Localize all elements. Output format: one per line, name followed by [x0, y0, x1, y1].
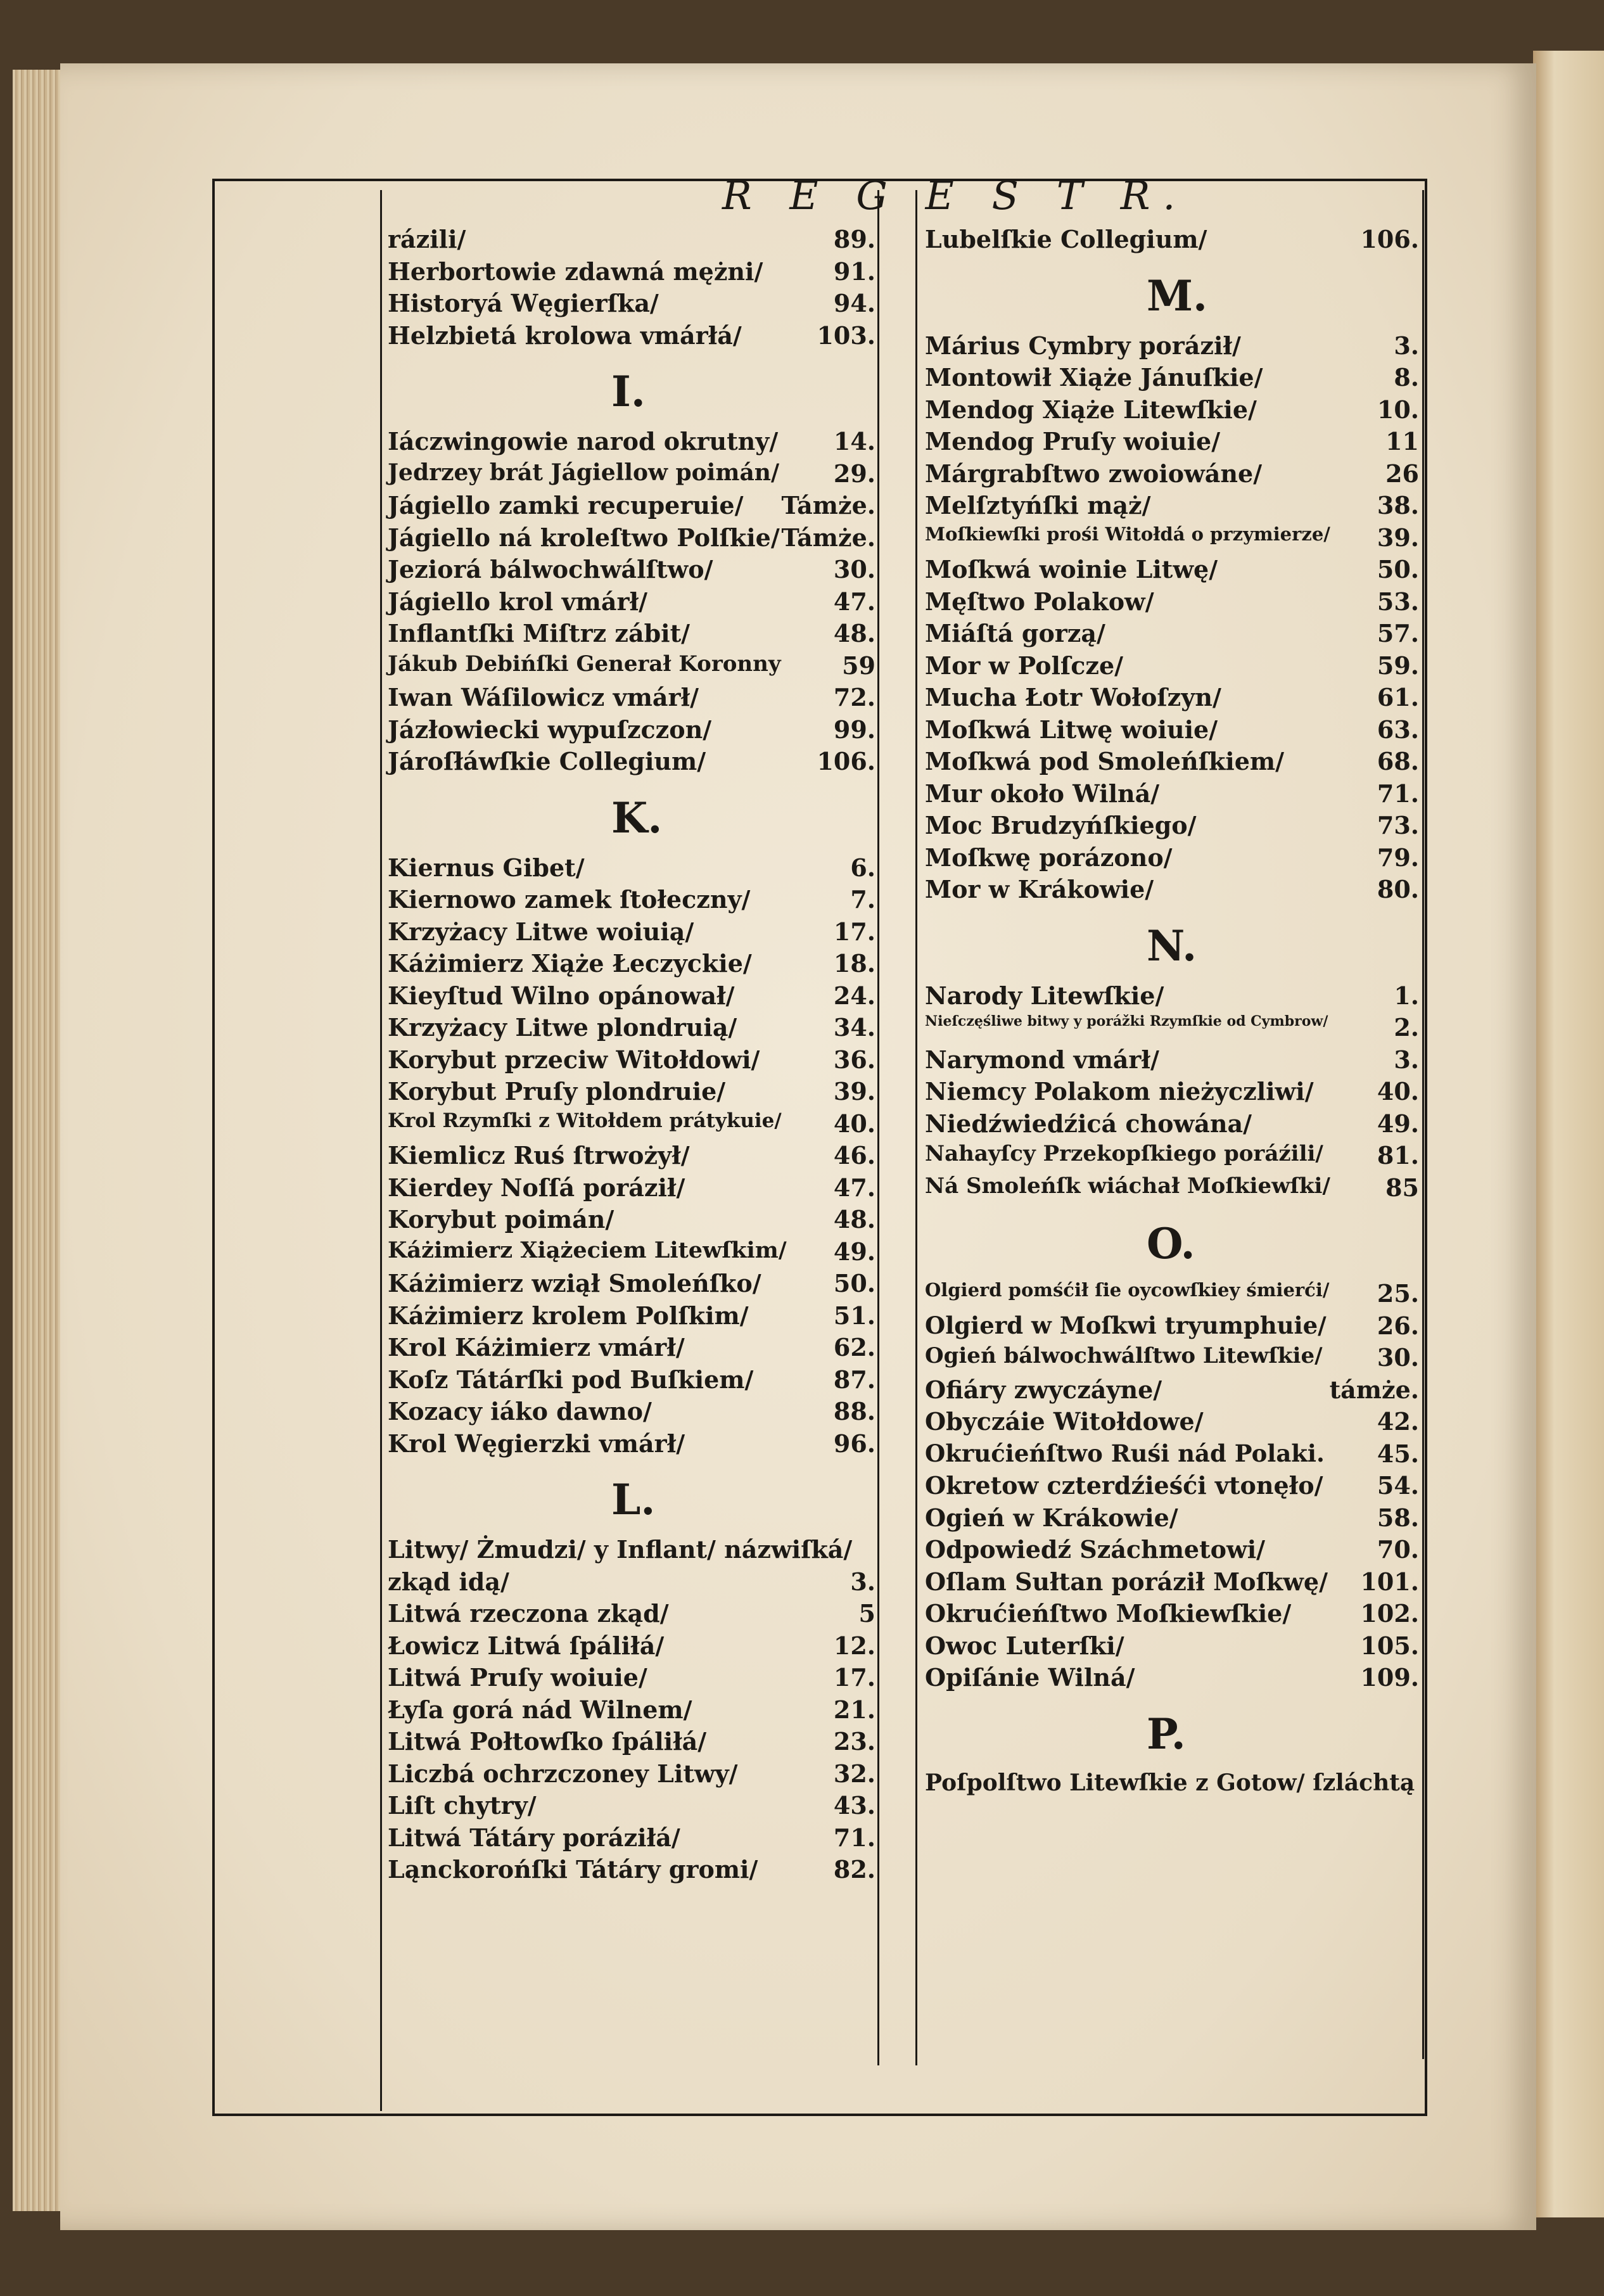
index-entry [388, 1823, 875, 1856]
index-entry [388, 1013, 875, 1046]
entry-page-number: 17. [833, 917, 875, 946]
entry-page-number: 29. [833, 459, 875, 488]
index-entry [925, 811, 1419, 844]
entry-text: Krol Węgierzki vmárł/ [388, 1429, 685, 1458]
entry-page-number: 10. [1377, 395, 1419, 424]
entry-page-number: 38. [1377, 491, 1419, 520]
section-letter: O. [1147, 1219, 1195, 1268]
index-entry [925, 225, 1419, 258]
entry-text: Ná Smoleńſk wiáchał Moſkiewſki/ [925, 1173, 1330, 1199]
entry-text: Krol Rzymſki z Witołdem prátykuie/ [388, 1109, 782, 1132]
entry-text: Jákub Debińſki Generał Koronny [388, 651, 781, 677]
right-number-rule [1422, 190, 1424, 2059]
entry-page-number: 59. [1377, 651, 1419, 680]
entry-text: Káżimierz Xiążeciem Litewſkim/ [388, 1237, 787, 1263]
index-entry [925, 1375, 1419, 1408]
entry-page-number: 80. [1377, 875, 1419, 903]
index-entry [388, 289, 875, 322]
entry-text: Krzyżacy Litwe plondruią/ [388, 1013, 737, 1042]
index-entry [388, 1205, 875, 1238]
entry-text: Okrućieńſtwo Ruśi nád Polaki. [925, 1439, 1325, 1467]
entry-page-number: 11 [1385, 427, 1419, 456]
index-entry [388, 1141, 875, 1174]
index-entry [925, 1077, 1419, 1110]
entry-text: Káżimierz wziął Smoleńſko/ [388, 1269, 761, 1298]
entry-page-number: 8. [1394, 363, 1419, 392]
running-header: R E G E S T R. [722, 172, 1188, 219]
entry-text: Márgrabſtwo zwoiowáne/ [925, 459, 1263, 488]
entry-page-number: 18. [833, 949, 875, 978]
index-entry [388, 257, 875, 290]
index-entry [925, 875, 1419, 908]
index-entry [388, 949, 875, 982]
index-entry [388, 1365, 875, 1398]
index-entry [388, 523, 875, 556]
index-entry [388, 587, 875, 620]
entry-page-number: 34. [833, 1013, 875, 1042]
entry-page-number: 72. [833, 683, 875, 711]
entry-text: Kiernowo zamek ſtołeczny/ [388, 885, 751, 914]
index-entry [925, 1311, 1419, 1344]
section-letter: I. [611, 367, 646, 416]
page-edges-left [13, 70, 67, 2211]
entry-text: Krzyżacy Litwe woiuią/ [388, 917, 694, 946]
index-entry [925, 843, 1419, 876]
entry-text: Mendog Pruſy woiuie/ [925, 427, 1221, 456]
entry-text: Herbortowie zdawná mężni/ [388, 257, 763, 286]
index-entry [388, 1333, 875, 1366]
entry-page-number: 59 [842, 651, 875, 680]
entry-text: Liczbá ochrzczoney Litwy/ [388, 1759, 738, 1788]
entry-page-number: 47. [833, 587, 875, 616]
entry-page-number: 48. [833, 1205, 875, 1234]
entry-text: Obyczáie Witołdowe/ [925, 1407, 1204, 1436]
entry-text: Kozacy iáko dawno/ [388, 1397, 652, 1425]
entry-page-number: 94. [833, 289, 875, 317]
entry-text: rázili/ [388, 225, 466, 253]
index-entry [925, 1663, 1419, 1696]
index-entry [925, 459, 1419, 492]
entry-page-number: 89. [833, 225, 875, 253]
index-entry [388, 1759, 875, 1792]
entry-text: Łyſa gorá nád Wilnem/ [388, 1695, 692, 1724]
entry-page-number: 53. [1377, 587, 1419, 616]
entry-page-number: 51. [833, 1301, 875, 1330]
entry-text: Historyá Węgierſka/ [388, 289, 659, 317]
facing-page-edge [1533, 51, 1604, 2217]
entry-page-number: 49. [1377, 1109, 1419, 1138]
index-entry [388, 683, 875, 716]
entry-text: zkąd idą/ [388, 1567, 509, 1596]
entry-page-number: támże. [1329, 1375, 1419, 1404]
entry-page-number: 45. [1377, 1439, 1419, 1468]
entry-text: Koſz Tátárſki pod Buſkiem/ [388, 1365, 754, 1394]
index-entry [925, 1535, 1419, 1568]
index-entry [925, 587, 1419, 620]
entry-page-number: 57. [1377, 619, 1419, 647]
index-entry [925, 1471, 1419, 1504]
entry-page-number: 3. [1394, 1045, 1419, 1074]
entry-page-number: 47. [833, 1173, 875, 1202]
index-entry [925, 1407, 1419, 1440]
entry-text: Ogień w Krákowie/ [925, 1503, 1178, 1532]
entry-page-number: 30. [1377, 1343, 1419, 1372]
index-entry [388, 427, 875, 460]
index-entry [925, 1567, 1419, 1600]
index-entry [925, 715, 1419, 748]
index-entry [388, 1727, 875, 1760]
entry-text: Mor w Polſcze/ [925, 651, 1124, 680]
entry-text: Mur około Wilná/ [925, 779, 1160, 808]
index-entry [925, 427, 1419, 460]
entry-page-number: 71. [833, 1823, 875, 1852]
entry-page-number: 39. [1377, 523, 1419, 552]
index-entry [925, 523, 1419, 556]
entry-text: Ogień bálwochwálſtwo Litewſkie/ [925, 1343, 1323, 1368]
index-entry [925, 981, 1419, 1014]
entry-text: Moſkiewſki prośi Witołdá o przymierze/ [925, 523, 1330, 545]
section-letter: N. [1147, 921, 1197, 971]
index-entry [388, 651, 875, 684]
entry-text: Okretow czterdźieśći vtonęło/ [925, 1471, 1323, 1500]
index-entry [925, 331, 1419, 364]
index-entry [925, 619, 1419, 652]
entry-page-number: 99. [833, 715, 875, 744]
entry-text: Montowił Xiąże Jánuſkie/ [925, 363, 1263, 392]
entry-text: Korybut przeciw Witołdowi/ [388, 1045, 760, 1074]
index-entry [925, 779, 1419, 812]
index-entry [388, 981, 875, 1014]
index-entry [388, 459, 875, 492]
section-letter: L. [611, 1475, 656, 1524]
entry-text: Moſkwá Litwę woiuie/ [925, 715, 1218, 744]
entry-page-number: 103. [817, 321, 875, 350]
index-entry [388, 555, 875, 588]
entry-text: Moſkwá woinie Litwę/ [925, 555, 1218, 584]
entry-page-number: 36. [833, 1045, 875, 1074]
entry-page-number: 42. [1377, 1407, 1419, 1436]
entry-text: Korybut Pruſy plondruie/ [388, 1077, 726, 1106]
entry-text: Miáſtá gorzą/ [925, 619, 1105, 647]
entry-page-number: 43. [833, 1791, 875, 1820]
entry-text: Łowicz Litwá ſpáliłá/ [388, 1631, 665, 1660]
entry-page-number: 26 [1385, 459, 1419, 488]
index-entry [925, 363, 1419, 396]
index-entry [388, 1045, 875, 1078]
entry-page-number: 5 [858, 1599, 875, 1628]
section-letter: P. [1147, 1709, 1186, 1759]
index-entry [388, 747, 875, 780]
index-entry [388, 917, 875, 950]
entry-text: Melſztyńſki mąż/ [925, 491, 1151, 520]
index-entry [388, 1109, 875, 1142]
entry-page-number: 61. [1377, 683, 1419, 711]
index-entry [925, 747, 1419, 780]
entry-page-number: 26. [1377, 1311, 1419, 1340]
entry-text: Krol Káżimierz vmárł/ [388, 1333, 685, 1362]
entry-page-number: 85 [1385, 1173, 1419, 1202]
index-entry [388, 715, 875, 748]
entry-text: Litwá Połtowſko ſpáliłá/ [388, 1727, 707, 1756]
entry-text: Jeziorá bálwochwálſtwo/ [388, 555, 713, 584]
index-entry [925, 1503, 1419, 1536]
entry-page-number: 88. [833, 1397, 875, 1425]
entry-text: Narody Litewſkie/ [925, 981, 1164, 1010]
entry-page-number: 58. [1377, 1503, 1419, 1532]
index-entry [388, 619, 875, 652]
entry-page-number: 25. [1377, 1279, 1419, 1308]
entry-text: Oſlam Sułtan poráził Moſkwę/ [925, 1567, 1328, 1596]
index-entry [925, 1343, 1419, 1376]
left-number-rule [877, 190, 879, 2065]
entry-text: Kiernus Gibet/ [388, 853, 585, 882]
entry-text: Kierdey Noſſá poráził/ [388, 1173, 685, 1202]
index-entry [388, 1237, 875, 1270]
entry-page-number: 109. [1360, 1663, 1419, 1692]
entry-text: Niemcy Polakom nieżyczliwi/ [925, 1077, 1314, 1106]
index-entry [388, 1397, 875, 1430]
entry-page-number: 17. [833, 1663, 875, 1692]
entry-page-number: 39. [833, 1077, 875, 1106]
entry-text: Mucha Łotr Wołoſzyn/ [925, 683, 1221, 711]
entry-text: Litwá Pruſy woiuie/ [388, 1663, 647, 1692]
entry-page-number: Támże. [781, 491, 875, 520]
entry-text: Opiſánie Wilná/ [925, 1663, 1135, 1692]
index-entry [388, 1791, 875, 1824]
entry-page-number: 71. [1377, 779, 1419, 808]
entry-page-number: 87. [833, 1365, 875, 1394]
index-entry [925, 1141, 1419, 1174]
entry-text: Męſtwo Polakow/ [925, 587, 1154, 616]
index-entry [388, 1631, 875, 1664]
entry-page-number: 49. [833, 1237, 875, 1266]
entry-page-number: 79. [1377, 843, 1419, 872]
entry-text: Narymond vmárł/ [925, 1045, 1159, 1074]
entry-page-number: 46. [833, 1141, 875, 1170]
entry-page-number: 32. [833, 1759, 875, 1788]
entry-text: Niedźwiedźicá chowána/ [925, 1109, 1252, 1138]
index-entry [388, 1429, 875, 1462]
index-entry [925, 1439, 1419, 1472]
index-entry [388, 1695, 875, 1728]
entry-text: Moſkwę porázono/ [925, 843, 1173, 872]
entry-page-number: 6. [850, 853, 875, 882]
entry-text: Jároſłáwſkie Collegium/ [388, 747, 706, 775]
left-margin-rule [380, 190, 382, 2111]
index-entry [388, 885, 875, 918]
entry-text: Owoc Luterſki/ [925, 1631, 1124, 1660]
entry-page-number: 81. [1377, 1141, 1419, 1170]
entry-text: Kieyſtud Wilno opánował/ [388, 981, 735, 1010]
entry-page-number: 14. [833, 427, 875, 456]
entry-page-number: 21. [833, 1695, 875, 1724]
entry-text: Moc Brudzyńſkiego/ [925, 811, 1197, 839]
index-entry [925, 1045, 1419, 1078]
entry-text: Káżimierz krolem Polſkim/ [388, 1301, 749, 1330]
index-entry [388, 1567, 875, 1600]
entry-text: Mor w Krákowie/ [925, 875, 1154, 903]
entry-text: Moſkwá pod Smoleńſkiem/ [925, 747, 1284, 775]
index-entry [388, 1599, 875, 1632]
entry-page-number: 12. [833, 1631, 875, 1660]
index-entry [925, 683, 1419, 716]
entry-page-number: 40. [833, 1109, 875, 1138]
entry-text: Litwá rzeczona zkąd/ [388, 1599, 669, 1628]
entry-page-number: 1. [1394, 981, 1419, 1010]
index-entry [925, 555, 1419, 588]
entry-text: Iwan Wáſilowicz vmárł/ [388, 683, 699, 711]
index-entry [388, 1173, 875, 1206]
entry-page-number: 3. [850, 1567, 875, 1596]
entry-text: Nieſczęśliwe bitwy y porážki Rzymſkie od Cymbrow/ [925, 1013, 1328, 1030]
entry-text: Jágiello ná kroleſtwo Polſkie/ [388, 523, 780, 552]
entry-text: Iáczwingowie narod okrutny/ [388, 427, 779, 456]
entry-page-number: 50. [833, 1269, 875, 1298]
entry-page-number: 48. [833, 619, 875, 647]
entry-page-number: 54. [1377, 1471, 1419, 1500]
index-entry [925, 1013, 1419, 1046]
entry-text: Poſpolſtwo Litewſkie z Gotow/ ſzláchtą [925, 1769, 1415, 1796]
entry-text: Mendog Xiąże Litewſkie/ [925, 395, 1257, 424]
index-entry [388, 1301, 875, 1334]
entry-text: Jágiello krol vmárł/ [388, 587, 648, 616]
entry-page-number: 106. [817, 747, 875, 775]
index-entry [388, 1663, 875, 1696]
index-entry [925, 491, 1419, 524]
index-entry [925, 1279, 1419, 1312]
entry-text: Márius Cymbry poráził/ [925, 331, 1241, 360]
index-entry [388, 853, 875, 886]
entry-text: Ląnckorońſki Tátáry gromi/ [388, 1855, 758, 1884]
entry-text: Helzbietá krolowa vmárłá/ [388, 321, 742, 350]
index-entry [925, 1770, 1419, 1802]
entry-page-number: 82. [833, 1855, 875, 1884]
section-letter: K. [611, 793, 663, 843]
entry-text: Káżimierz Xiąże Łeczyckie/ [388, 949, 752, 978]
entry-page-number: 70. [1377, 1535, 1419, 1564]
index-entry [388, 1535, 875, 1568]
entry-page-number: 7. [850, 885, 875, 914]
entry-text: Olgierd w Moſkwi tryumphuie/ [925, 1311, 1327, 1339]
entry-page-number: 3. [1394, 331, 1419, 360]
section-letter: M. [1147, 271, 1208, 321]
entry-text: Litwá Tátáry poráziłá/ [388, 1823, 680, 1852]
index-entry [925, 1109, 1419, 1142]
entry-page-number: 101. [1360, 1567, 1419, 1596]
entry-text: Korybut poimán/ [388, 1205, 614, 1234]
index-entry [925, 1599, 1419, 1632]
column-divider-rule [915, 190, 917, 2065]
entry-text: Inflantſki Miſtrz zábit/ [388, 619, 691, 647]
entry-page-number: 30. [833, 555, 875, 584]
entry-page-number: 102. [1360, 1599, 1419, 1628]
entry-page-number: 63. [1377, 715, 1419, 744]
index-entry [388, 1855, 875, 1888]
entry-page-number: Támże. [781, 523, 875, 552]
index-entry [388, 491, 875, 524]
entry-text: Jázłowiecki wypuſzczon/ [388, 715, 712, 744]
entry-text: Odpowiedź Száchmetowi/ [925, 1535, 1266, 1564]
entry-page-number: 91. [833, 257, 875, 286]
entry-page-number: 68. [1377, 747, 1419, 775]
entry-page-number: 23. [833, 1727, 875, 1756]
entry-page-number: 40. [1377, 1077, 1419, 1106]
entry-text: Olgierd pomśćił ſie oycowſkiey śmierći/ [925, 1279, 1330, 1301]
entry-text: Ofiáry zwyczáyne/ [925, 1375, 1162, 1404]
entry-page-number: 62. [833, 1333, 875, 1362]
entry-text: Liſt chytry/ [388, 1791, 537, 1820]
index-entry [925, 1173, 1419, 1206]
entry-text: Kiemlicz Ruś ſtrwożył/ [388, 1141, 690, 1170]
index-entry [388, 321, 875, 354]
entry-page-number: 105. [1360, 1631, 1419, 1660]
entry-text: Jedrzey brát Jágiellow poimán/ [388, 459, 780, 486]
index-entry [388, 1077, 875, 1110]
entry-text: Okrućieńſtwo Moſkiewſkie/ [925, 1599, 1292, 1628]
entry-page-number: 50. [1377, 555, 1419, 584]
entry-page-number: 2. [1394, 1013, 1419, 1042]
entry-text: Litwy/ Żmudzi/ y Inflant/ názwiſká/ [388, 1535, 853, 1564]
index-entry [388, 1269, 875, 1302]
entry-page-number: 24. [833, 981, 875, 1010]
index-entry [925, 395, 1419, 428]
entry-text: Jágiello zamki recuperuie/ [388, 491, 744, 520]
entry-text: Nahayſcy Przekopſkiego poráźili/ [925, 1141, 1323, 1166]
entry-page-number: 96. [833, 1429, 875, 1458]
entry-text: Lubelſkie Collegium/ [925, 225, 1207, 253]
index-entry [925, 1631, 1419, 1664]
entry-page-number: 106. [1360, 225, 1419, 253]
entry-page-number: 73. [1377, 811, 1419, 839]
index-entry [925, 651, 1419, 684]
index-entry [388, 225, 875, 258]
